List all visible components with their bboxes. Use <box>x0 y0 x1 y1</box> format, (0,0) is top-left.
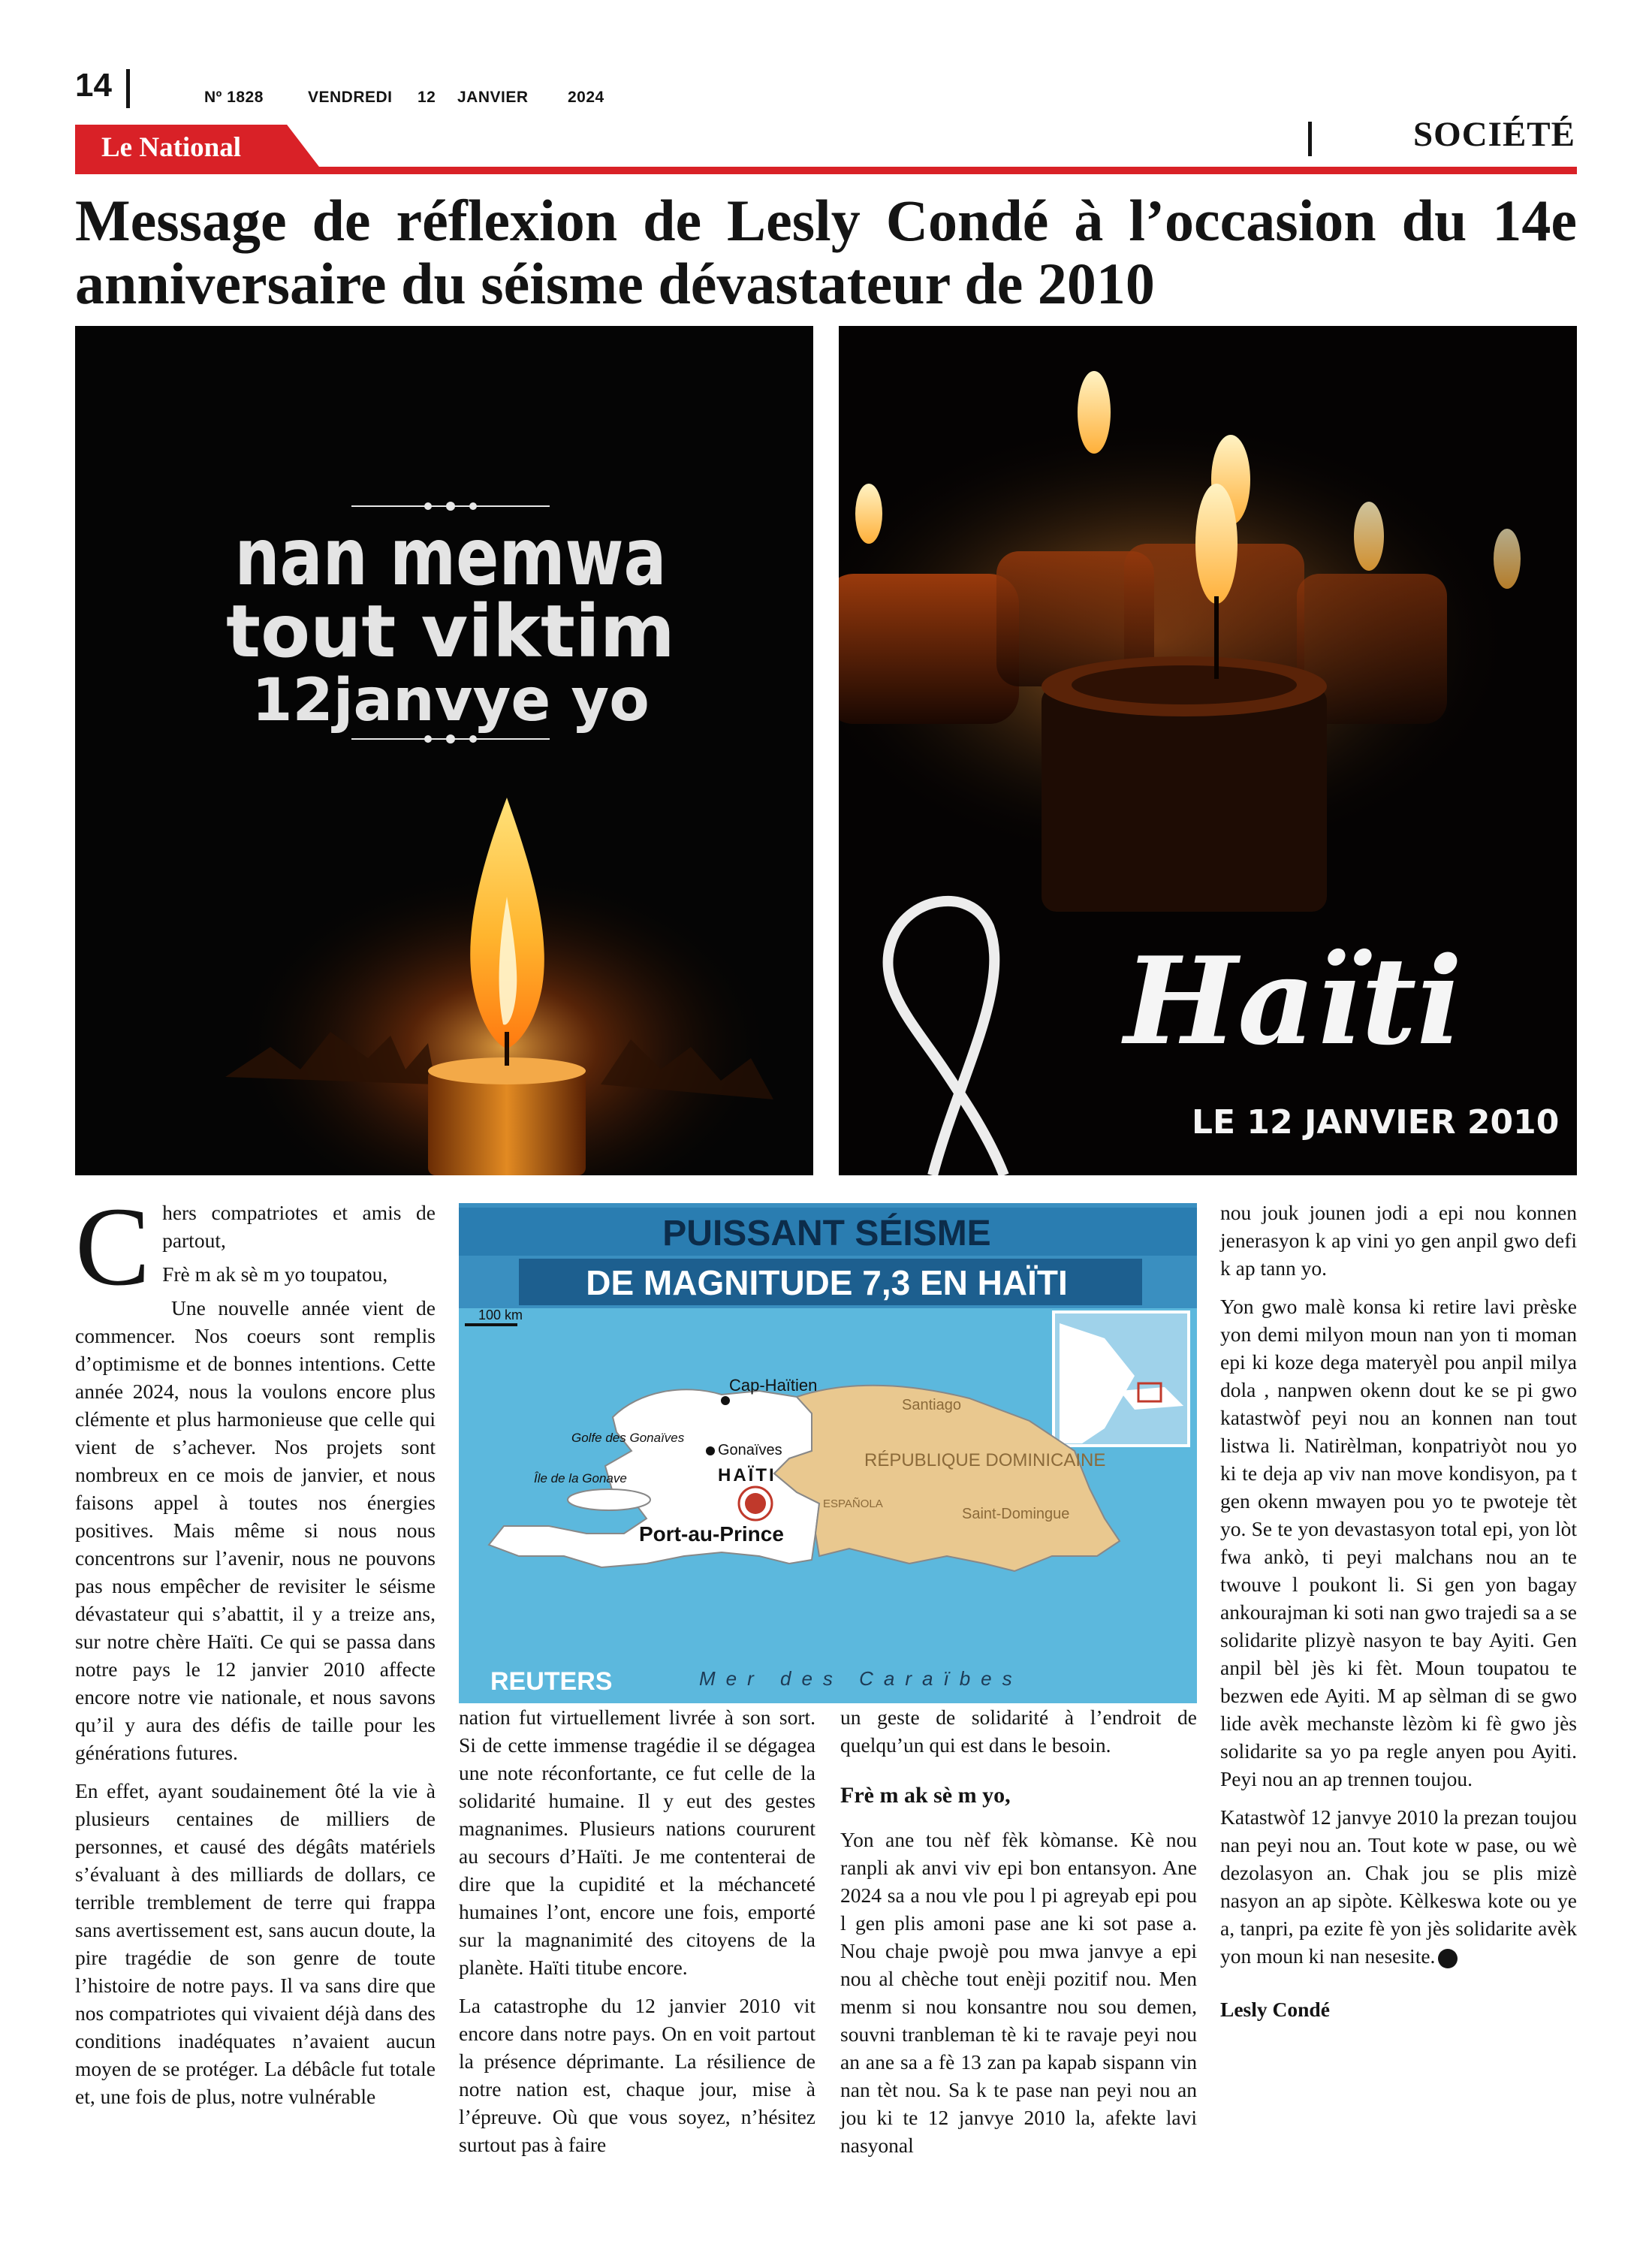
drop-cap: C <box>75 1184 151 1309</box>
section-divider <box>1308 122 1312 156</box>
issue-month: JANVIER <box>457 89 529 106</box>
poster-line-2: tout viktim <box>226 590 675 674</box>
earthquake-map-image <box>459 1203 1197 1703</box>
paragraph: La catastrophe du 12 janvier 2010 vit encore dans notre pays. On en voit partout la présence déprimante. La résilience de notre nation est, chaque jour, mise à l’épreuve. Où que vous soyez, n’hésitez surtout pas à faire <box>459 1994 815 2156</box>
map-scale: 100 km <box>478 1307 523 1323</box>
map-label-cap-haitien: Cap-Haïtien <box>729 1376 818 1395</box>
section-label: SOCIÉTÉ <box>1413 115 1575 154</box>
author-signature: Lesly Condé <box>1220 1998 1330 2021</box>
issue-date: 12 <box>418 89 436 106</box>
poster-line-3: 12janvye yo <box>252 667 650 734</box>
page-number-divider <box>126 69 130 108</box>
map-label-rep-dom: RÉPUBLIQUE DOMINICAINE <box>864 1450 1106 1470</box>
map-label-gonaives: Gonaïves <box>718 1442 782 1458</box>
map-label-sea: Mer des Caraïbes <box>699 1667 1023 1690</box>
article-column-2 <box>459 1703 815 2169</box>
map-credit: REUTERS <box>490 1667 613 1696</box>
paragraph: nation fut virtuellement livrée à son sort. Si de cette immense tragédie il se dégagea une note réconfortante, ce fut celle de la solidarité humaine. Il y eut des gestes magnanimes. Plusieurs nations coururent au secours d’Haïti. Je me contenterai de dire que la cupidité et la méchanceté humaines l’ont, encore une fois, emporté sur la magnanimité des citoyens de la planète. Haïti titube encore. <box>459 1706 815 1979</box>
map-label-santo-domingo: Saint-Domingue <box>962 1506 1070 1522</box>
issue-year: 2024 <box>568 89 604 106</box>
article-title: Message de réflexion de Lesly Condé à l’occasion du 14e anniversaire du séisme dévastateur de 2010 <box>75 188 1577 316</box>
map-label-gonave: Île de la Gonave <box>534 1471 627 1485</box>
poster-line-1: nan memwa <box>234 510 667 604</box>
paragraph: un geste de solidarité à l’endroit de quelqu’un qui est dans le besoin. <box>840 1706 1197 1757</box>
candle-poster-image <box>75 326 813 1175</box>
article-column-4 <box>1220 1199 1577 2034</box>
issue-number: Nº 1828 <box>204 89 264 106</box>
paragraph-text: Katastwòf 12 janvye 2010 la prezan toujou nan peyi nou an. Tout kote w pase, ou wè dezolasyon an. Chak jou se plis mizè nasyon an ap sipòte. Kèlkeswa kote ou ye a, tanpri, pa ezite fè yon jès solidarite avèk yon moun ki nan nesesite. <box>1220 1805 1577 1968</box>
paragraph: En effet, ayant soudainement ôté la vie à plusieurs centaines de milliers de personnes, et causé des dégâts matériels s’évaluant à des milliards de dollars, ce terrible tremblement de terre qui frappa sans avertissement est, sans aucun doute, la pire tragédie de son genre de toute l’histoire de notre pays. Il va sans dire que nos compatriotes qui vivaient déjà dans des conditions inadéquates n’avaient aucun moyen de se protéger. La débâcle fut totale et, une fois de plus, notre vulnérable <box>75 1779 436 2108</box>
page-number: 14 <box>75 67 112 104</box>
article-column-1 <box>75 1184 436 2121</box>
map-label-golfe: Golfe des Gonaïves <box>571 1431 685 1445</box>
map-headline-1: PUISSANT SÉISME <box>662 1214 991 1253</box>
article-column-3 <box>840 1703 1197 2170</box>
brand-logo: Le National <box>101 132 242 163</box>
issue-day: VENDREDI <box>308 89 393 106</box>
map-label-port-au-prince: Port-au-Prince <box>639 1522 784 1546</box>
map-label-haiti: HAÏTI <box>718 1465 776 1485</box>
paragraph: Yon ane tou nèf fèk kòmanse. Kè nou ranpli ak anvi viv epi bon entansyon. Ane 2024 sa a nou vle pou l pi agreyab epi pou l gen plis amoni pase ane ki sot pase a. Nou chaje pwojè pou mwa janvye a epi nou al chèche tout enèji pozitif nou. Men menm si nou konsantre nou sou demen, souvni tranbleman tè ki te ravaje peyi nou an ane sa a fè 13 zan pa kapab sispann vin nan tèt nou. Sa k te pase nan peyi nou an jou ki te 12 janvye 2010 la, afekte lavi nasyonal <box>840 1828 1197 2157</box>
paragraph: Yon gwo malè konsa ki retire lavi prèske yon demi milyon moun nan yon ti moman epi ki koze dega materyèl pou anpil milya dola , nanpwen okenn dout ke se pi gwo katastwòf peyi nou an konnen nan tout listwa li. Natirèlman, konpatriyòt nou yo ki te deja ap viv nan move kondisyon, pa t gen okenn mwayen pou yo te pwoteje tèt yo. Se te yon devastasyon total epi, yon lòt fwa ankò, ti peyi malchans nou an te twouve l poukont li. Si gen yon bagay ankourajman ki soti nan gwo trajedi sa a se solidarite plizyè nasyon te bay Ayiti. Gen anpil bèl jès ki fèt. Moun toupatou te bezwen ede Ayiti. M ap sèlman di se gwo lide avèk mechanste lèzòm ki fè gwo jès solidarite sa yo pa regle anyen pou Ayiti. Peyi nou an ap trennen toujou. <box>1220 1295 1578 1790</box>
header-rule <box>75 167 1577 174</box>
salutation-fr: hers compatriotes et amis de partout, <box>162 1201 436 1252</box>
paragraph: Une nouvelle année vient de commencer. Nos coeurs sont remplis d’optimisme et de bonnes intentions. Cette année 2024, nous la voulons encore plus clémente et plus harmonieuse que celle qui vient de s’achever. Nos projets sont nombreux en ce mois de janvier, et nous faisons appel à toutes nos énergies positives. Mais même si nous nous concentrons sur l’avenir, nous ne pouvons pas nous empêcher de revisiter le séisme dévastateur qui s’abattit, il y a treize ans, sur notre chère Haïti. Ce qui se passa dans notre pays le 12 janvier 2010 affecte encore notre vie nationale, et nous savons qu’il y aura des défis de taille pour les générations futures. <box>75 1296 436 1764</box>
haiti-memorial-image <box>839 326 1577 1175</box>
map-headline-2: DE MAGNITUDE 7,3 EN HAÏTI <box>586 1263 1068 1302</box>
salutation-kreyol: Frè m ak sè m yo toupatou, <box>162 1262 388 1286</box>
kreyol-subhead: Frè m ak sè m yo, <box>840 1783 1011 1808</box>
end-mark-icon <box>1438 1949 1458 1968</box>
paragraph: nou jouk jounen jodi a epi nou konnen jenerasyon k ap vini yo gen anpil gwo defi k ap tann yo. <box>1220 1201 1577 1280</box>
memorial-date: LE 12 JANVIER 2010 <box>1192 1103 1560 1142</box>
map-label-santiago: Santiago <box>902 1397 961 1413</box>
paragraph <box>1220 1803 1577 1970</box>
map-label-espanola: ESPAÑOLA <box>823 1497 883 1510</box>
haiti-script-title: Haïti <box>1124 930 1463 1072</box>
